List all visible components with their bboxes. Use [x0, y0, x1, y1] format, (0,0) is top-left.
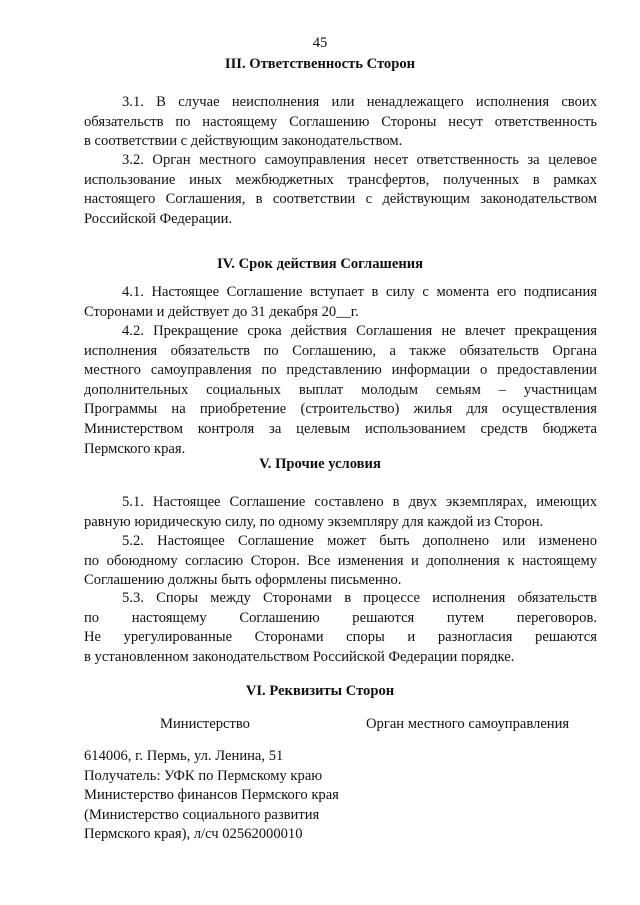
address-line: Пермского края), л/сч 02562000010: [84, 826, 303, 843]
address-line: Получатель: УФК по Пермскому краю: [84, 767, 323, 784]
line: настоящего Соглашения, в соответствии с действующим законодательством: [84, 191, 597, 208]
line: 3.1. В случае неисполнения или ненадлежащего исполнения своих: [122, 94, 597, 110]
paragraph-4-1: [84, 283, 597, 322]
line: равную юридическую силу, по одному экземпляру для каждой из Сторон.: [84, 513, 544, 530]
line: 5.3. Споры между Сторонами в процессе исполнения обязательств: [122, 590, 597, 606]
line: в соответствии с действующим законодательством.: [84, 133, 403, 150]
paragraph-3-2: [84, 151, 597, 229]
column-label-local-government: Орган местного самоуправления: [366, 716, 570, 732]
address-line: 614006, г. Пермь, ул. Ленина, 51: [84, 748, 284, 764]
line: Сторонами и действует до 31 декабря 20__г.: [84, 303, 359, 320]
paragraph-3-1: [84, 93, 597, 152]
paragraph-5-2: [84, 532, 597, 591]
address-line: Министерство финансов Пермского края: [84, 787, 339, 804]
line: дополнительных социальных выплат молодым семьям – участницам: [84, 381, 597, 398]
line: 4.1. Настоящее Соглашение вступает в силу с момента его подписания: [122, 284, 597, 300]
paragraph-4-2: [84, 322, 597, 459]
line: по обоюдному согласию Сторон. Все изменения и дополнения к настоящему: [84, 552, 597, 569]
line: 3.2. Орган местного самоуправления несет ответственность за целевое: [122, 152, 597, 168]
line: обязательств по настоящему Соглашению Стороны несут ответственность: [84, 113, 597, 130]
line: в установленном законодательством Российской Федерации порядке.: [84, 648, 515, 665]
line: Программы на приобретение (строительство) жилья для осуществления: [84, 401, 597, 418]
section-heading-other-terms: V. Прочие условия: [259, 456, 381, 472]
section-heading-responsibility: III. Ответственность Сторон: [224, 56, 416, 72]
line: использование иных межбюджетных трансфертов, полученных в рамках: [84, 171, 597, 188]
section-heading-requisites: VI. Реквизиты Сторон: [245, 683, 395, 699]
line: 5.2. Настоящее Соглашение может быть дополнено или изменено: [122, 533, 597, 549]
line: 4.2. Прекращение срока действия Соглашения не влечет прекращения: [122, 323, 597, 339]
line: Министерством контроля за целевым использованием средств бюджета: [84, 420, 597, 437]
line: Пермского края.: [84, 440, 186, 457]
paragraph-5-3: [84, 589, 597, 667]
line: Соглашению должны быть оформлены письменно.: [84, 572, 402, 589]
address-line: (Министерство социального развития: [84, 806, 320, 823]
line: Не урегулированные Сторонами споры и разногласия решаются: [84, 629, 597, 646]
line: исполнения обязательств по Соглашению, а также обязательств Органа: [84, 342, 597, 359]
line: по настоящему Соглашению решаются путем переговоров.: [84, 609, 597, 626]
ministry-address-block: [84, 747, 384, 845]
paragraph-5-1: [84, 493, 597, 532]
page-number: 45: [312, 35, 328, 51]
line: Российской Федерации.: [84, 210, 233, 227]
section-heading-term: IV. Срок действия Соглашения: [216, 256, 424, 272]
line: 5.1. Настоящее Соглашение составлено в двух экземплярах, имеющих: [122, 494, 597, 510]
column-label-ministry: Министерство: [160, 716, 250, 732]
line: местного самоуправления по представлению информации о предоставлении: [84, 362, 597, 379]
